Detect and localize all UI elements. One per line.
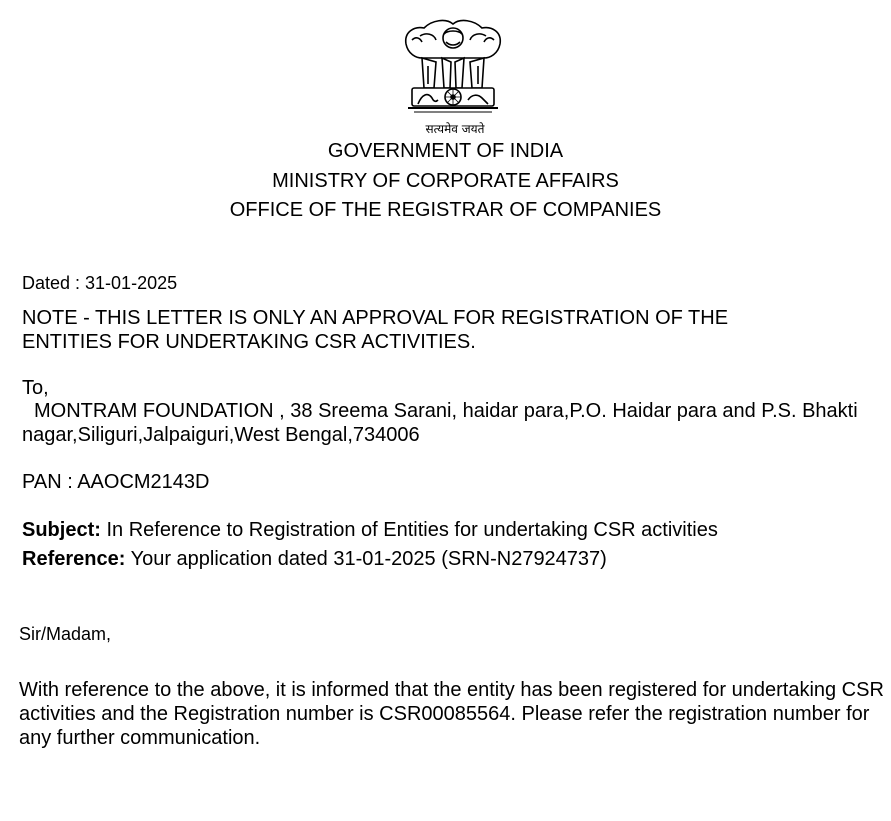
- subject-text: In Reference to Registration of Entities for undertaking CSR activities: [100, 519, 718, 541]
- reference-text: Your application dated 31-01-2025 (SRN-N27924737): [125, 548, 607, 570]
- recipient-address: MONTRAM FOUNDATION , 38 Sreema Sarani, haidar para,P.O. Haidar para and P.S. Bhakti nagar,Siliguri,Jalpaiguri,West Bengal,734006: [22, 400, 858, 446]
- state-emblem-icon: [398, 14, 508, 136]
- letter-date: Dated : 31-01-2025: [22, 273, 178, 293]
- pan-number: PAN : AAOCM2143D: [22, 471, 210, 493]
- reference-label: Reference:: [22, 548, 126, 570]
- reference-line: [22, 547, 607, 571]
- letter-body: With reference to the above, it is informed that the entity has been registered for undertaking CSR activities and the Registration number is CSR00085564. Please refer the registration number for any further communication.: [19, 679, 884, 749]
- subject-label: Subject:: [22, 519, 101, 541]
- letter-note: NOTE - THIS LETTER IS ONLY AN APPROVAL FOR REGISTRATION OF THE ENTITIES FOR UNDERTAKING CSR ACTIVITIES.: [22, 307, 729, 353]
- header-office: OFFICE OF THE REGISTRAR OF COMPANIES: [229, 199, 662, 221]
- header-government: GOVERNMENT OF INDIA: [327, 140, 564, 162]
- subject-line: [22, 518, 718, 542]
- salutation: Sir/Madam,: [19, 624, 112, 644]
- header-ministry: MINISTRY OF CORPORATE AFFAIRS: [272, 170, 619, 192]
- emblem-motto: सत्यमेव जयते: [425, 122, 485, 136]
- to-label: To,: [22, 377, 49, 399]
